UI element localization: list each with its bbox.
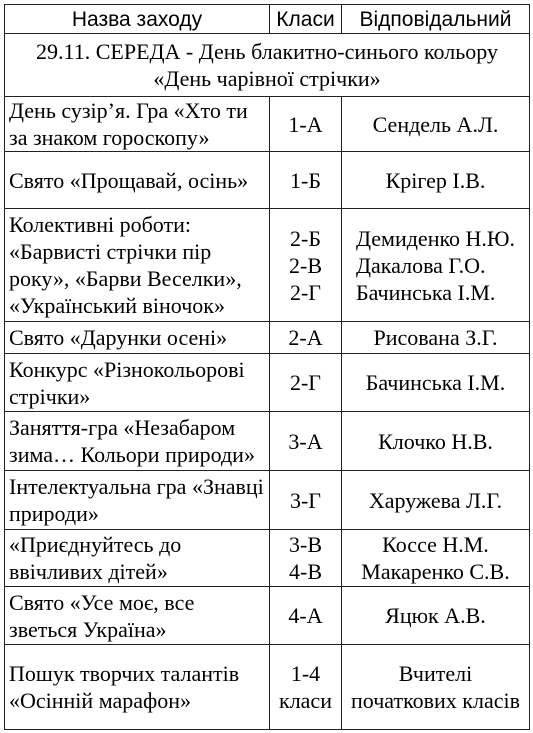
class-label: 2-Г	[289, 370, 322, 395]
table-row	[5, 152, 530, 209]
event-responsible	[342, 412, 530, 471]
class-label: 2-Г	[289, 279, 322, 305]
event-name: Пошук творчих талантів «Осінній марафон»	[5, 645, 270, 730]
class-label: 3-Г	[289, 487, 322, 513]
table-row	[5, 412, 530, 471]
event-name: Конкурс «Різнокольорові стрічки»	[5, 354, 270, 412]
responsible-name: Сендель А.Л.	[372, 111, 499, 137]
event-classes	[270, 530, 342, 587]
header-row	[5, 5, 530, 34]
table-row	[5, 354, 530, 412]
event-classes	[270, 209, 342, 322]
responsible-name: Макаренко С.В.	[361, 559, 510, 584]
event-responsible	[342, 354, 530, 412]
schedule-table	[4, 4, 530, 730]
responsible-name: Бачинська І.М.	[356, 279, 496, 305]
responsible-name: Крігер І.В.	[385, 167, 486, 193]
event-name: Свято «Прощавай, осінь»	[5, 152, 270, 209]
class-label: 2-В	[289, 252, 322, 278]
table-row	[5, 471, 530, 530]
responsible-name: Харужева Л.Г.	[368, 487, 503, 513]
event-responsible	[342, 322, 530, 354]
class-label: 3-В	[289, 532, 322, 557]
event-classes	[270, 587, 342, 645]
table-row	[5, 645, 530, 730]
responsible-name: Яцюк А.В.	[385, 603, 486, 628]
day-title-row	[5, 34, 530, 97]
table-row	[5, 530, 530, 587]
class-label: 4-А	[288, 603, 323, 628]
class-label: 4-В	[289, 559, 322, 584]
class-label: 2-А	[288, 325, 323, 350]
table-row	[5, 587, 530, 645]
event-classes	[270, 412, 342, 471]
event-name: «Приєднуйтесь до ввічливих дітей»	[5, 530, 270, 587]
event-responsible	[342, 209, 530, 322]
class-label: 1-4 класи	[279, 661, 332, 713]
responsible-name: Вчителі початкових класів	[350, 661, 520, 713]
table-row	[5, 322, 530, 354]
header-event: Назва заходу	[5, 5, 270, 34]
event-responsible	[342, 152, 530, 209]
class-label: 2-Б	[290, 225, 321, 251]
event-name: Інтелектуальна гра «Знавці природи»	[5, 471, 270, 530]
day-title: 29.11. СЕРЕДА - День блакитно-синього кольору «День чарівної стрічки»	[5, 34, 530, 97]
event-responsible	[342, 587, 530, 645]
event-name: Свято «Дарунки осені»	[5, 322, 270, 354]
event-responsible	[342, 97, 530, 152]
responsible-name: Бачинська І.М.	[365, 370, 506, 395]
responsible-name: Клочко Н.В.	[378, 428, 493, 454]
responsible-name: Дакалова Г.О.	[356, 252, 486, 278]
event-name: Заняття-гра «Незабаром зима… Кольори природи»	[5, 412, 270, 471]
event-name: День сузір’я. Гра «Хто ти за знаком гороскопу»	[5, 97, 270, 152]
event-classes	[270, 322, 342, 354]
event-classes	[270, 471, 342, 530]
responsible-name: Рисована З.Г.	[373, 325, 498, 350]
table-row	[5, 209, 530, 322]
event-classes	[270, 645, 342, 730]
header-classes: Класи	[270, 5, 342, 34]
table-row	[5, 97, 530, 152]
event-classes	[270, 152, 342, 209]
class-label: 3-А	[288, 428, 323, 454]
header-responsible: Відповідальний	[342, 5, 530, 34]
event-responsible	[342, 645, 530, 730]
event-responsible	[342, 530, 530, 587]
event-responsible	[342, 471, 530, 530]
responsible-name: Демиденко Н.Ю.	[356, 225, 516, 251]
event-name: Свято «Усе моє, все зветься Україна»	[5, 587, 270, 645]
event-name: Колективні роботи: «Барвисті стрічки пір року», «Барви Веселки», «Український віночок»	[5, 209, 270, 322]
event-classes	[270, 354, 342, 412]
event-classes	[270, 97, 342, 152]
class-label: 1-Б	[290, 167, 321, 193]
class-label: 1-А	[288, 111, 323, 137]
responsible-name: Коссе Н.М.	[382, 532, 489, 557]
